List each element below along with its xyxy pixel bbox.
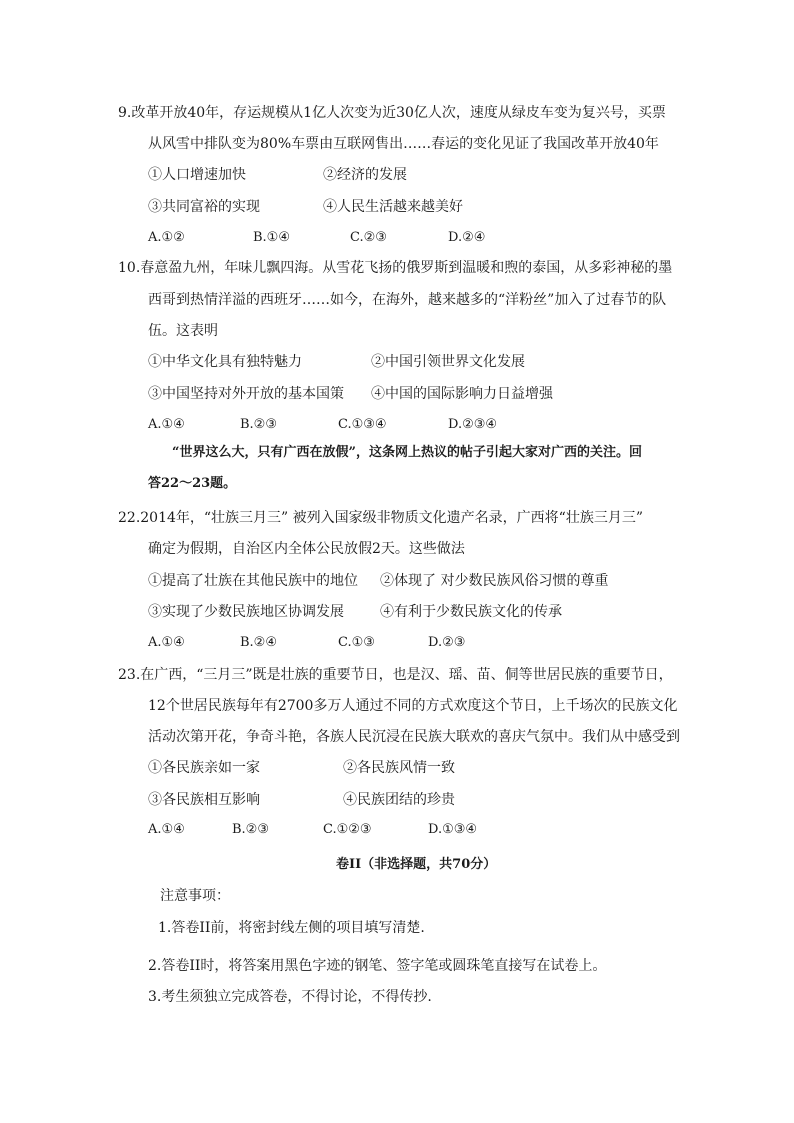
part2-notice-item3: 3.考生须独立完成答卷，不得讨论，不得传抄. bbox=[148, 989, 432, 1005]
q10-option-2: ②中国引领世界文化发展 bbox=[371, 354, 525, 370]
q22-answer-d: D.②③ bbox=[428, 635, 466, 650]
q23-option-3: ③各民族相互影响 bbox=[148, 792, 260, 808]
q23-stem-line2: 12个世居民族每年有2700多万人通过不同的方式欢度这个节日，上千场次的民族文化 bbox=[148, 698, 678, 714]
q23-option-4: ④民族团结的珍贵 bbox=[343, 792, 455, 808]
q23-option-1: ①各民族亲如一家 bbox=[148, 760, 260, 776]
q22-option-1: ①提高了壮族在其他民族中的地位 bbox=[148, 573, 358, 589]
part2-notice-item1: 1.答卷II前，将密封线左侧的项目填写清楚. bbox=[158, 920, 425, 936]
part2-notice-heading: 注意事项： bbox=[160, 888, 230, 904]
q23-stem-line1: 23.在广西，“三月三”既是壮族的重要节日，也是汉、瑶、苗、侗等世居民族的重要节日， bbox=[118, 667, 673, 683]
intro-line2: 答22～23题。 bbox=[148, 476, 237, 491]
q10-stem-line3: 伍。这表明 bbox=[148, 323, 218, 339]
q23-answer-c: C.①②③ bbox=[323, 822, 372, 837]
q9-answer-b: B.①④ bbox=[253, 230, 290, 245]
q9-stem-line2: 从风雪中排队变为80%车票由互联网售出……春运的变化见证了我国改革开放40年 bbox=[148, 136, 659, 152]
q22-stem-line2: 确定为假期，自治区内全体公民放假2天。这些做法 bbox=[148, 541, 465, 557]
q23-answer-b: B.②③ bbox=[232, 822, 269, 837]
intro-line1: “世界这么大，只有广西在放假”，这条网上热议的帖子引起大家对广西的关注。回 bbox=[172, 445, 642, 460]
q10-option-1: ①中华文化具有独特魅力 bbox=[148, 354, 302, 370]
q22-option-4: ④有利于少数民族文化的传承 bbox=[380, 604, 562, 620]
q9-option-3: ③共同富裕的实现 bbox=[148, 199, 260, 215]
q9-stem-line1: 9.改革开放40年，存运规模从1亿人次变为近30亿人次，速度从绿皮车变为复兴号，买票 bbox=[118, 105, 666, 121]
q23-option-2: ②各民族风情一致 bbox=[343, 760, 455, 776]
q22-stem-line1: 22.2014年，“壮族三月三” 被列入国家级非物质文化遗产名录，广西将“壮族三月三” bbox=[118, 510, 643, 526]
q23-answer-a: A.①④ bbox=[148, 822, 185, 837]
q22-option-3: ③实现了少数民族地区协调发展 bbox=[148, 604, 344, 620]
q10-answer-a: A.①④ bbox=[148, 417, 185, 432]
q10-answer-c: C.①③④ bbox=[338, 417, 387, 432]
q23-stem-line3: 活动次第开花，争奇斗艳，各族人民沉浸在民族大联欢的喜庆气氛中。我们从中感受到 bbox=[148, 729, 680, 745]
q10-option-4: ④中国的国际影响力日益增强 bbox=[371, 386, 553, 402]
q9-answer-d: D.②④ bbox=[448, 230, 486, 245]
q9-answer-a: A.①② bbox=[148, 230, 185, 245]
q10-answer-d: D.②③④ bbox=[448, 417, 498, 432]
q9-option-4: ④人民生活越来越美好 bbox=[323, 199, 463, 215]
q9-option-1: ①人口增速加快 bbox=[148, 167, 246, 183]
q10-answer-b: B.②③ bbox=[240, 417, 277, 432]
q23-answer-d: D.①③④ bbox=[428, 822, 478, 837]
part2-notice-item2: 2.答卷II时，将答案用黑色字迹的钢笔、签字笔或圆珠笔直接写在试卷上。 bbox=[148, 958, 607, 974]
q22-answer-c: C.①③ bbox=[338, 635, 375, 650]
q22-answer-a: A.①④ bbox=[148, 635, 185, 650]
q22-option-2: ②体现了 对少数民族风俗习惯的尊重 bbox=[380, 573, 609, 589]
q10-stem-line1: 10.春意盈九州，年味儿飘四海。从雪花飞扬的俄罗斯到温暖和煦的泰国，从多彩神秘的墨 bbox=[118, 260, 673, 276]
q9-option-2: ②经济的发展 bbox=[323, 167, 407, 183]
q10-stem-line2: 西哥到热情洋溢的西班牙……如今，在海外，越来越多的“洋粉丝”加入了过春节的队 bbox=[148, 292, 667, 308]
q22-answer-b: B.②④ bbox=[240, 635, 277, 650]
q10-option-3: ③中国坚持对外开放的基本国策 bbox=[148, 386, 344, 402]
part2-title: 卷II（非选择题，共70分） bbox=[336, 857, 497, 872]
q9-answer-c: C.②③ bbox=[350, 230, 387, 245]
